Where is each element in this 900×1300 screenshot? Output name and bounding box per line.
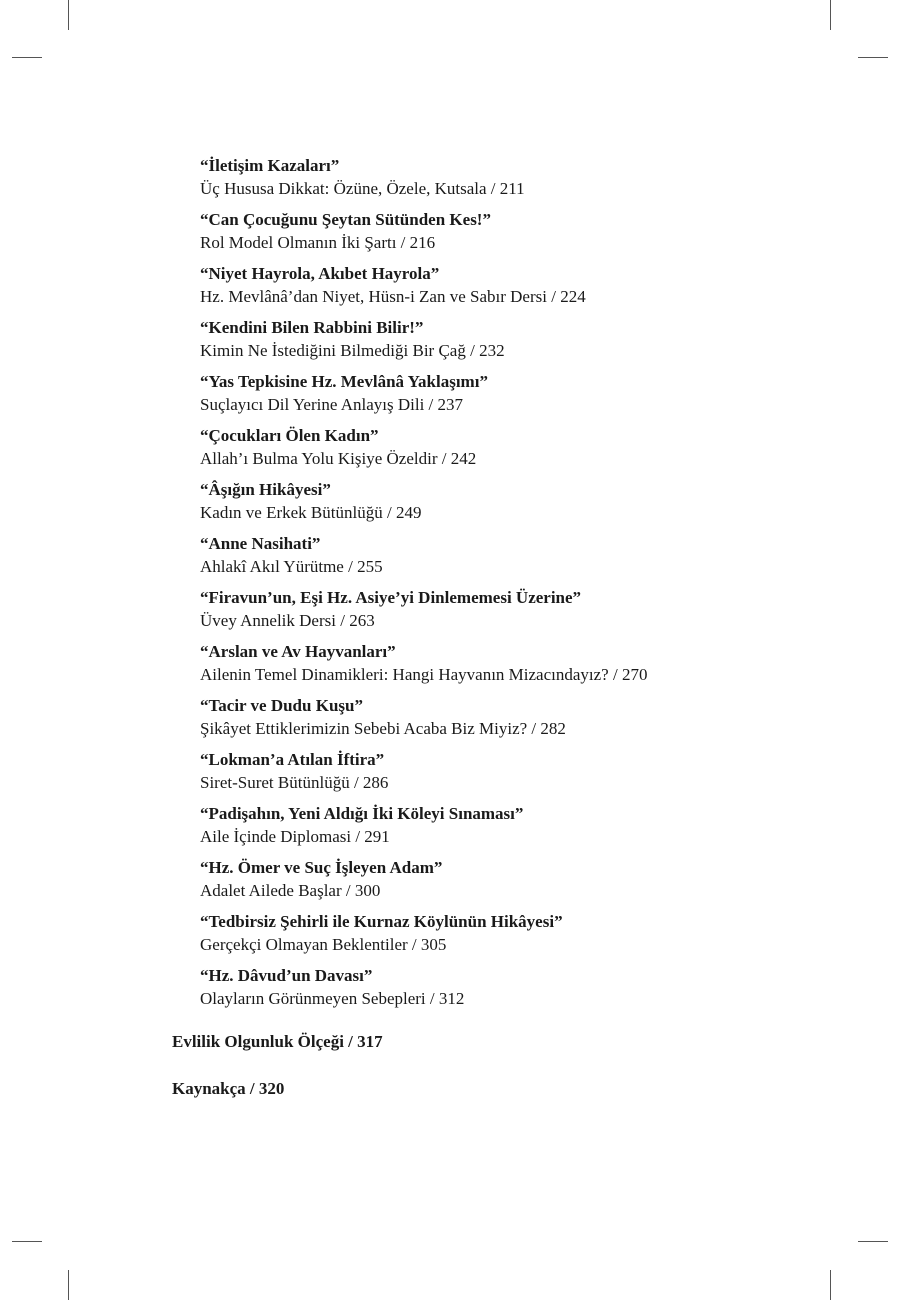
toc-entry-title: “Can Çocuğunu Şeytan Sütünden Kes!” — [200, 210, 491, 229]
toc-entry-title: “Firavun’un, Eşi Hz. Asiye’yi Dinlememesi Üzerine” — [200, 588, 582, 607]
toc-entry-subtitle: Adalet Ailede Başlar / 300 — [200, 881, 381, 900]
toc-entry-subtitle: Üvey Annelik Dersi / 263 — [200, 611, 375, 630]
toc-entry[interactable] — [200, 424, 840, 470]
toc-entry[interactable] — [200, 910, 840, 956]
toc-entry[interactable] — [200, 208, 840, 254]
toc-entry-title: “Tedbirsiz Şehirli ile Kurnaz Köylünün Hikâyesi” — [200, 912, 563, 931]
toc-entry[interactable] — [200, 640, 840, 686]
toc-entry-title: “Yas Tepkisine Hz. Mevlânâ Yaklaşımı” — [200, 372, 488, 391]
toc-entry-title: “Âşığın Hikâyesi” — [200, 480, 331, 499]
toc-entry[interactable] — [200, 478, 840, 524]
toc-entry-subtitle: Ahlakî Akıl Yürütme / 255 — [200, 557, 383, 576]
toc-entry-title: “Çocukları Ölen Kadın” — [200, 426, 379, 445]
toc-entry-subtitle: Aile İçinde Diplomasi / 291 — [200, 827, 390, 846]
toc-entry[interactable] — [200, 964, 840, 1010]
toc-entry[interactable] — [200, 748, 840, 794]
toc-entry[interactable] — [200, 802, 840, 848]
toc-entry[interactable] — [200, 154, 840, 200]
toc-entry-title: “Hz. Ömer ve Suç İşleyen Adam” — [200, 858, 443, 877]
toc-entry-subtitle: Şikâyet Ettiklerimizin Sebebi Acaba Biz Miyiz? / 282 — [200, 719, 566, 738]
toc-entry[interactable] — [200, 586, 840, 632]
toc-section-marriage-maturity-scale[interactable]: Evlilik Olgunluk Ölçeği / 317 — [172, 1032, 383, 1051]
toc-entry-title: “Lokman’a Atılan İftira” — [200, 750, 385, 769]
toc-entry-subtitle: Suçlayıcı Dil Yerine Anlayış Dili / 237 — [200, 395, 464, 414]
toc-entry-title: “Niyet Hayrola, Akıbet Hayrola” — [200, 264, 440, 283]
toc-entry-title: “İletişim Kazaları” — [200, 156, 340, 175]
toc-entry-subtitle: Olayların Görünmeyen Sebepleri / 312 — [200, 989, 465, 1008]
toc-entry-title: “Kendini Bilen Rabbini Bilir!” — [200, 318, 424, 337]
toc-entry-subtitle: Üç Hususa Dikkat: Özüne, Özele, Kutsala / 211 — [200, 179, 525, 198]
toc-entry[interactable] — [200, 316, 840, 362]
toc-entry-subtitle: Rol Model Olmanın İki Şartı / 216 — [200, 233, 436, 252]
toc-entry[interactable] — [200, 532, 840, 578]
toc-entry-title: “Hz. Dâvud’un Davası” — [200, 966, 373, 985]
toc-entry-subtitle: Hz. Mevlânâ’dan Niyet, Hüsn-i Zan ve Sabır Dersi / 224 — [200, 287, 586, 306]
toc-entry-title: “Padişahın, Yeni Aldığı İki Köleyi Sınaması” — [200, 804, 524, 823]
toc-section-references[interactable]: Kaynakça / 320 — [172, 1079, 285, 1098]
toc-entry[interactable] — [200, 856, 840, 902]
toc-entry[interactable] — [200, 370, 840, 416]
toc-entry-subtitle: Gerçekçi Olmayan Beklentiler / 305 — [200, 935, 447, 954]
toc-entry-subtitle: Siret-Suret Bütünlüğü / 286 — [200, 773, 389, 792]
toc-entry-title: “Anne Nasihati” — [200, 534, 321, 553]
toc-entry-title: “Arslan ve Av Hayvanları” — [200, 642, 396, 661]
toc-entry-title: “Tacir ve Dudu Kuşu” — [200, 696, 363, 715]
toc-entry-list — [200, 154, 840, 1018]
toc-entry-subtitle: Kimin Ne İstediğini Bilmediği Bir Çağ / 232 — [200, 341, 505, 360]
toc-entry-subtitle: Allah’ı Bulma Yolu Kişiye Özeldir / 242 — [200, 449, 477, 468]
toc-entry-subtitle: Kadın ve Erkek Bütünlüğü / 249 — [200, 503, 422, 522]
toc-entry-subtitle: Ailenin Temel Dinamikleri: Hangi Hayvanın Mizacındayız? / 270 — [200, 665, 648, 684]
toc-entry[interactable] — [200, 694, 840, 740]
toc-entry[interactable] — [200, 262, 840, 308]
